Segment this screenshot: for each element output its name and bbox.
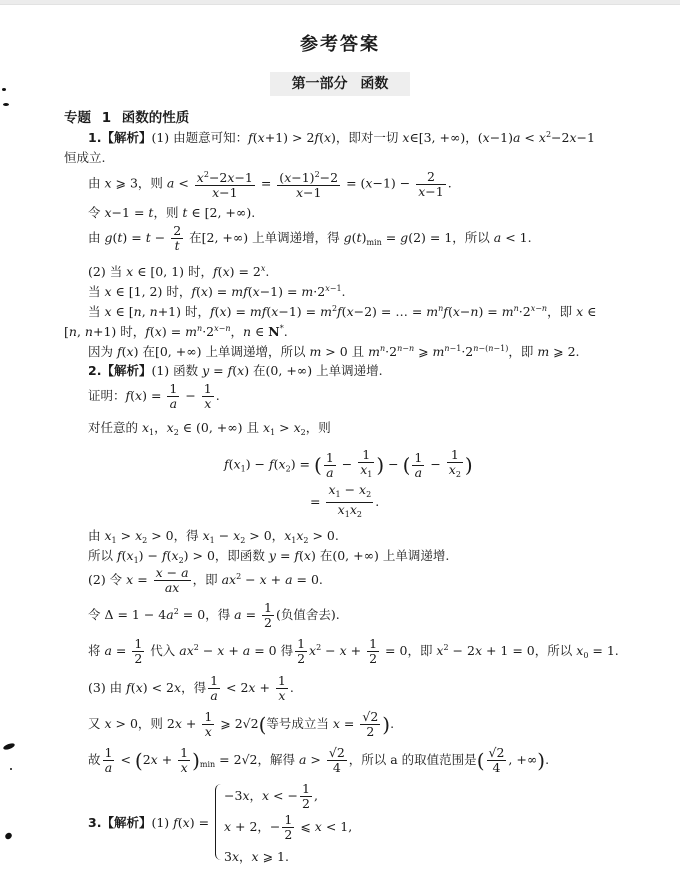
section-title: 专题 1 函数的性质 — [64, 110, 190, 126]
problem-2-line-10: 又 x > 0，则 2x + $\frac{1}{x}$ ⩾ 2√2(等号成立当 x = $\frac{√2}{2}$ ). — [88, 709, 395, 739]
problem-1-line-1: 1.【解析】(1) 由题意可知：f(x+1) > 2f(x)，即对一切 x∈[3, +∞)，$(x-1)a < x^2-2x-1$ — [88, 130, 595, 145]
scan-mark — [2, 88, 6, 91]
problem-2-line-8: 将 a = $\frac{1}{2}$ 代入 $ax^2 - x + a = 0$ 得 $\frac{1}{2}$ $x^2 - x$ + $\frac{1}{2}$ = 0，即 $x^2 - 2x + 1 = 0$，所以 $x_0 = 1$. — [88, 636, 619, 666]
viewer-top-bar — [0, 0, 680, 5]
problem-1-line-9: [n, n+1) 时，$f(x) = m^n\cdot 2^{x-n}$，n ∈ N*. — [64, 324, 288, 339]
text: ，得 — [173, 528, 203, 543]
text: 由 — [88, 528, 105, 543]
text: ，即对一切 — [335, 130, 403, 145]
text: 得 — [276, 643, 294, 658]
text: 代入 — [146, 643, 180, 658]
problem-2-line-9: (3) 由 f(x) < 2x，得 $\frac{1}{a}$ < 2x + $\frac{1}{x}$ . — [88, 673, 294, 703]
problem-1-line-4: 令 x−1 = t，则 t ∈ [2, +∞). — [88, 205, 256, 220]
problem-2-equation-1: $f(x_1) - f(x_2)$ = ( $\frac{1}{a}$ − $\frac{1}{x_1}$ ) − ( $\frac{1}{a}$ − $\frac{1}{x_2}$ ) — [224, 447, 473, 480]
problem-1-line-10: 因为 f(x) 在[0, +∞) 上单调递增，所以 m > 0 且 $m^n\cdot 2^{n-n}$ ⩾ $m^{n-1}\cdot 2^{n-(n-1)}$，即 m ⩾ 2. — [88, 344, 580, 359]
scan-mark — [3, 103, 9, 106]
piecewise-case-2: x + 2，− $\frac{1}{2}$ ⩽ x < 1, — [224, 812, 353, 842]
problem-2-line-1: 2.【解析】(1) 函数 y = f(x) 在(0, +∞) 上单调递增. — [88, 363, 383, 378]
text: 在[0, +∞) 上单调递增，所以 — [138, 344, 310, 359]
text: 所以 — [88, 548, 117, 563]
page-title: 参考答案 — [300, 34, 380, 55]
text: ，即函数 — [214, 548, 269, 563]
text: ，则 — [305, 420, 331, 435]
problem-2-line-4: 由 $x_1 > x_2 > 0$，得 $x_1 - x_2 > 0$，$x_1x_2 > 0$. — [88, 528, 339, 545]
problem-1-line-5: 由 g(t) = t − $\frac{2}{t}$ 在[2, +∞) 上单调递增，得 $g(t)_{min} = g(2) = 1$，所以 a < 1. — [88, 223, 532, 253]
text: 时， — [184, 264, 214, 279]
text: 由 — [88, 175, 105, 191]
text: ，得 — [205, 607, 235, 622]
text: 证明： — [88, 388, 126, 403]
text: 当 — [88, 304, 105, 319]
problem-3-label: 3.【解析】 — [88, 815, 152, 830]
text: (2) 令 — [88, 572, 127, 587]
piecewise-case-1: −3x，x < − $\frac{1}{2}$ , — [224, 781, 318, 811]
text: 且 — [242, 420, 264, 435]
problem-3-line-1: 3.【解析】(1) f(x) = — [88, 815, 210, 830]
text: 将 — [88, 643, 105, 658]
text: 且 — [347, 344, 369, 359]
problem-2-line-6: (2) 令 x = $\frac{x - a}{ax}$ ，即 $ax^2 - x + a = 0$. — [88, 565, 323, 595]
problem-1-line-7: 当 x ∈ [1, 2) 时，$f(x) = mf(x-1) = m\cdot 2^{x-1}$. — [88, 284, 346, 299]
text: (3) 由 — [88, 680, 127, 695]
problem-2-line-7: 令 $\Delta = 1 - 4a^2 = 0$，得 a = $\frac{1}{2}$ (负值舍去). — [88, 600, 340, 630]
text: (负值舍去). — [276, 607, 340, 622]
scan-mark — [4, 831, 13, 840]
problem-2-line-11: 故 $\frac{1}{a}$ < (2x + $\frac{1}{x}$ )$_{min} = 2√2$，解得 a > $\frac{√2}{4}$ ，所以 a 的取值范围是( $\frac{√2}{4}$ , +∞). — [88, 745, 550, 775]
text: ，则 — [153, 205, 183, 220]
scan-mark — [3, 742, 16, 751]
problem-1-line-8: 当 x ∈ [n, n+1) 时，$f(x) = mf(x-1) = m^2f(x-2)$ = … = $m^nf(x-n) = m^n\cdot 2^{x-n}$，即 x ∈ — [88, 304, 597, 319]
text: 时， — [116, 324, 146, 339]
text: ，即 — [407, 643, 437, 658]
problem-2-line-3: 对任意的 $x_1$，$x_2$ ∈ (0, +∞) 且 $x_1 > x_2$，则 — [88, 420, 331, 437]
text: 所以 — [547, 643, 577, 658]
problem-2-label: 2.【解析】 — [88, 363, 152, 378]
part-title: 第一部分 函数 — [270, 72, 410, 96]
problem-1-line-6: (2) 当 x ∈ [0, 1) 时，$f(x) = 2^x$. — [88, 264, 270, 279]
text: ，所以 a 的取值范围是 — [348, 752, 477, 767]
text: 对任意的 — [88, 420, 142, 435]
text: 时， — [181, 304, 210, 319]
text: ，所以 — [452, 230, 494, 245]
text: ，即 — [508, 344, 538, 359]
text: 在[2, +∞) 上单调递增，得 — [189, 230, 344, 245]
problem-1-line-2: 恒成立. — [64, 150, 106, 165]
text: 又 — [88, 716, 105, 731]
text: 由 — [88, 230, 105, 245]
text: ，即 — [547, 304, 577, 319]
text: ，即 — [192, 572, 222, 587]
text: 等号成立当 — [266, 716, 333, 731]
problem-2-equation-2: = $\frac{x_1 - x_2}{x_1x_2}$ . — [310, 482, 380, 519]
text: 时， — [162, 284, 192, 299]
text: 因为 — [88, 344, 117, 359]
text: ，则 — [137, 716, 167, 731]
text: 令 — [88, 205, 105, 220]
text: 令 — [88, 607, 105, 622]
text: ，解得 — [257, 752, 299, 767]
text: 在(0, +∞) 上单调递增. — [315, 548, 450, 563]
problem-2-line-5: 所以 $f(x_1) - f(x_2) > 0$，即函数 y = f(x) 在(0, +∞) 上单调递增. — [88, 548, 450, 565]
text: (1) 函数 — [151, 363, 203, 378]
problem-2-line-2: 证明：f(x) = $\frac{1}{a}$ − $\frac{1}{x}$ . — [88, 381, 220, 411]
scan-mark — [10, 768, 12, 770]
text: 在(0, +∞) 上单调递增. — [249, 363, 383, 378]
text: 当 — [88, 284, 105, 299]
text: (1) 由题意可知： — [151, 130, 249, 145]
text: ，则 — [137, 175, 167, 191]
text: 故 — [88, 752, 101, 767]
problem-1-line-3: 由 x ⩾ 3，则 a < $\frac{x^2-2x-1}{x-1}$ = $\frac{(x-1)^2-2}{x-1}$ = (x−1) − $\frac{2}{x-1}$ . — [88, 168, 452, 200]
text: 当 — [109, 264, 127, 279]
text: (1) — [151, 815, 174, 830]
problem-1-label: 1.【解析】 — [88, 130, 152, 145]
piecewise-case-3: 3x，x ⩾ 1. — [224, 849, 289, 864]
